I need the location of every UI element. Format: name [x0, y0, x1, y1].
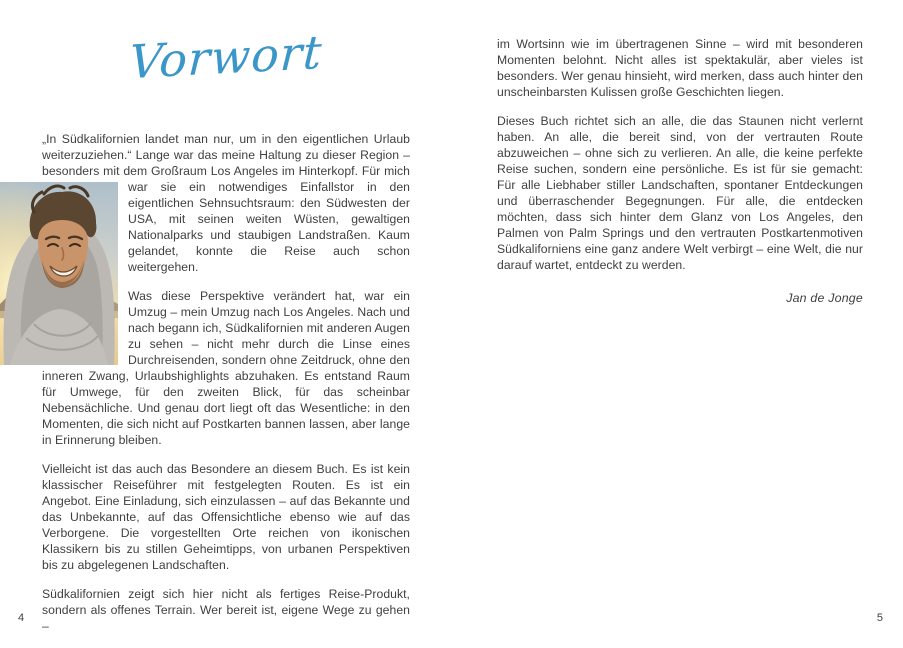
- page-number-right: 5: [876, 612, 883, 624]
- paragraph: [42, 131, 410, 275]
- paragraph: Südkalifornien zeigt sich hier nicht als fertiges Reise-Produkt, sondern als offenes Terrain. Wer bereit ist, eigene Wege zu gehen –: [42, 587, 410, 633]
- page-number-left: 4: [18, 612, 25, 624]
- left-page: [42, 131, 410, 647]
- paragraph-text: „In Südkalifornien landet man nur, um in den eigentlichen Urlaub weiterzuziehen.“ Lange war das meine Haltung zu dieser Region – besonders mit dem Großraum Los Angeles im Hinterkopf. Für mich: [42, 132, 410, 178]
- paragraph-text: war sie ein notwendiges Einfallstor in den eigentlichen Sehnsuchtsraum: den Südwesten der USA, mit seinen weiten Wüsten, gewaltigen Nationalparks und staubigen Landstraßen. Kaum gelandet, konnte die Reise auch schon weitergehen.: [128, 180, 410, 274]
- chapter-title: Vorwort: [128, 24, 324, 90]
- paragraph: im Wortsinn wie im übertragenen Sinne – wird mit besonderen Momenten belohnt. Nicht alles ist spektakulär, aber vieles ist besonders. Wer genau hinsieht, wird merken, dass auch hinter den unscheinbarsten Kulissen große Geschichten liegen.: [497, 37, 863, 99]
- author-photo-illustration: [0, 182, 118, 365]
- paragraph: Vielleicht ist das auch das Besondere an diesem Buch. Es ist kein klassischer Reiseführer mit festgelegten Routen. Es ist ein Angebot. Eine Einladung, sich einzulassen – auf das Bekannte und das Unbekannte, auf das Offensichtliche ebenso wie auf das Verborgene. Die vorgestellten Orte reichen von ikonischen Klassikern bis zu stillen Geheimtipps, von urbanen Perspektiven bis zu abgelegenen Landschaften.: [42, 462, 410, 572]
- author-signature: Jan de Jonge: [786, 291, 863, 305]
- paragraph: Dieses Buch richtet sich an alle, die das Staunen nicht verlernt haben. An alle, die bereit sind, von der vertrauten Route abzuweichen – ohne sich zu verlieren. An alle, die keine perfekte Reise suchen, sondern eine persönliche. Es ist für sie gemacht: Für alle Liebhaber stiller Landschaften, spontaner Entdeckungen und überraschender Begegnungen. Für alle, die entdecken möchten, dass sich hinter dem Glanz von Los Angeles, den Palmen von Palm Springs und den vertrauten Postkartenmotiven Südkaliforniens eine ganz andere Welt verbirgt – eine Welt, die nur darauf wartet, entdeckt zu werden.: [497, 114, 863, 272]
- right-page: [497, 36, 863, 305]
- author-photo: [0, 182, 118, 365]
- paragraph: Was diese Perspektive verändert hat, war ein Umzug – mein Umzug nach Los Angeles. Nach und nach begann ich, Südkalifornien mit anderen Augen zu sehen – nicht mehr durch die Linse eines Durchreisenden, sondern ohne Zeitdruck, ohne den inneren Zwang, Urlaubshighlights abzuhaken. Es entstand Raum für Umwege, für den zweiten Blick, für das scheinbar Nebensächliche. Und genau dort liegt oft das Wesentliche: in den Momenten, die sich nicht auf Postkarten bannen lassen, aber lange in Erinnerung bleiben.: [42, 289, 410, 447]
